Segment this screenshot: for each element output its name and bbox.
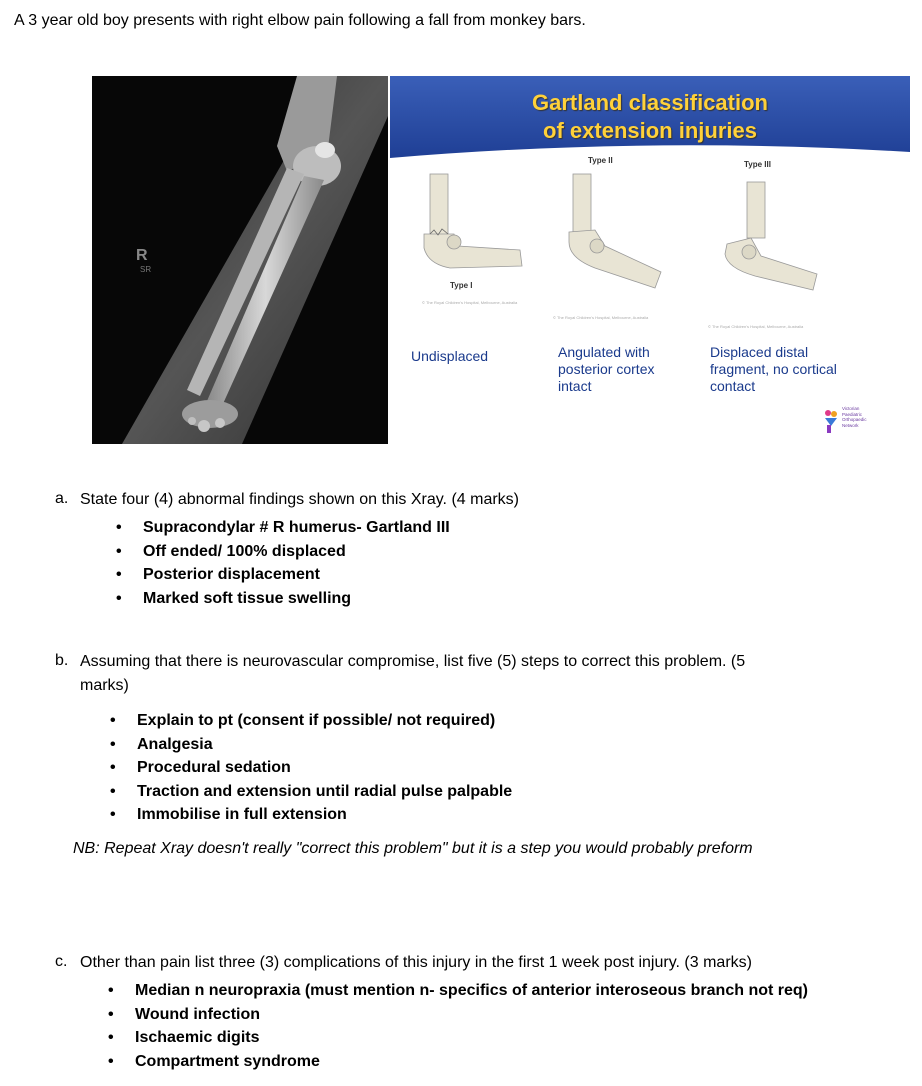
answer-item: • Off ended/ 100% displaced [116,542,346,560]
gartland-classification-slide [390,76,910,444]
answer-item: • Analgesia [110,735,213,753]
question-a-label: a. [55,490,69,507]
question-b-note: NB: Repeat Xray doesn't really "correct this problem" but it is a step you would probably preform [73,840,753,857]
type-iii-description: Displaced distal fragment, no cortical contact [710,344,837,394]
question-stem: A 3 year old boy presents with right elbow pain following a fall from monkey bars. [14,12,586,29]
answer-item: • Traction and extension until radial pulse palpable [110,782,513,800]
type-iii-diagram [705,168,835,298]
vpon-logo [822,406,892,440]
logo-line-2: Paediatric [842,411,863,417]
capitellum [315,142,335,158]
question-b-label: b. [55,652,69,669]
answer-item: • Supracondylar # R humerus- Gartland III [116,519,450,536]
type-iii-label: Type III [744,160,771,169]
copyright-3: © The Royal Children's Hospital, Melbourne, Australia [708,324,804,329]
type-ii-description: Angulated with posterior cortex intact [558,344,655,394]
question-b-text-line2: marks) [80,677,129,694]
answer-item: • Explain to pt (consent if possible/ not required) [110,712,496,729]
type-ii-diagram [555,168,675,298]
slide-title-line2: of extension injuries [543,118,757,143]
type-ii-label: Type II [588,156,613,165]
type-i-label: Type I [450,281,473,290]
answer-item: • Median n neuropraxia (must mention n- specifics of anterior interoseous branch not req) [108,982,808,999]
question-c-text: Other than pain list three (3) complications of this injury in the first 1 week post injury. (3 marks) [80,954,752,971]
elbow-xray-image [92,76,388,444]
side-marker: R [136,247,148,264]
logo-line-3: Orthopaedic [842,417,867,422]
answer-item: • Marked soft tissue swelling [116,589,352,607]
type-i-diagram [410,168,530,278]
side-marker-sub: SR [140,265,152,274]
answer-item: • Posterior displacement [116,566,320,583]
question-b-answers [110,709,513,827]
answer-item: • Wound infection [108,1005,261,1023]
slide-title-line1: Gartland classification [532,90,768,115]
copyright-2: © The Royal Children's Hospital, Melbourne, Australia [553,315,649,320]
logo-line-4: Network [842,422,859,428]
type-i-description: Undisplaced [411,348,489,364]
answer-item: • Ischaemic digits [108,1029,260,1046]
answer-item: • Procedural sedation [110,759,291,776]
question-a-answers [116,516,450,610]
logo-line-1: Victorian [842,406,860,411]
question-c-label: c. [55,953,68,970]
copyright-1: © The Royal Children's Hospital, Melbourne, Australia [422,300,518,305]
vpon-logo-icon [822,408,840,434]
xray-drawing [92,76,388,444]
question-c-answers [108,979,808,1073]
answer-item: • Compartment syndrome [108,1052,320,1070]
answer-item: • Immobilise in full extension [110,806,347,823]
question-a-text: State four (4) abnormal findings shown on this Xray. (4 marks) [80,491,519,508]
question-b-text-line1: Assuming that there is neurovascular compromise, list five (5) steps to correct this problem. (5 [80,653,746,670]
